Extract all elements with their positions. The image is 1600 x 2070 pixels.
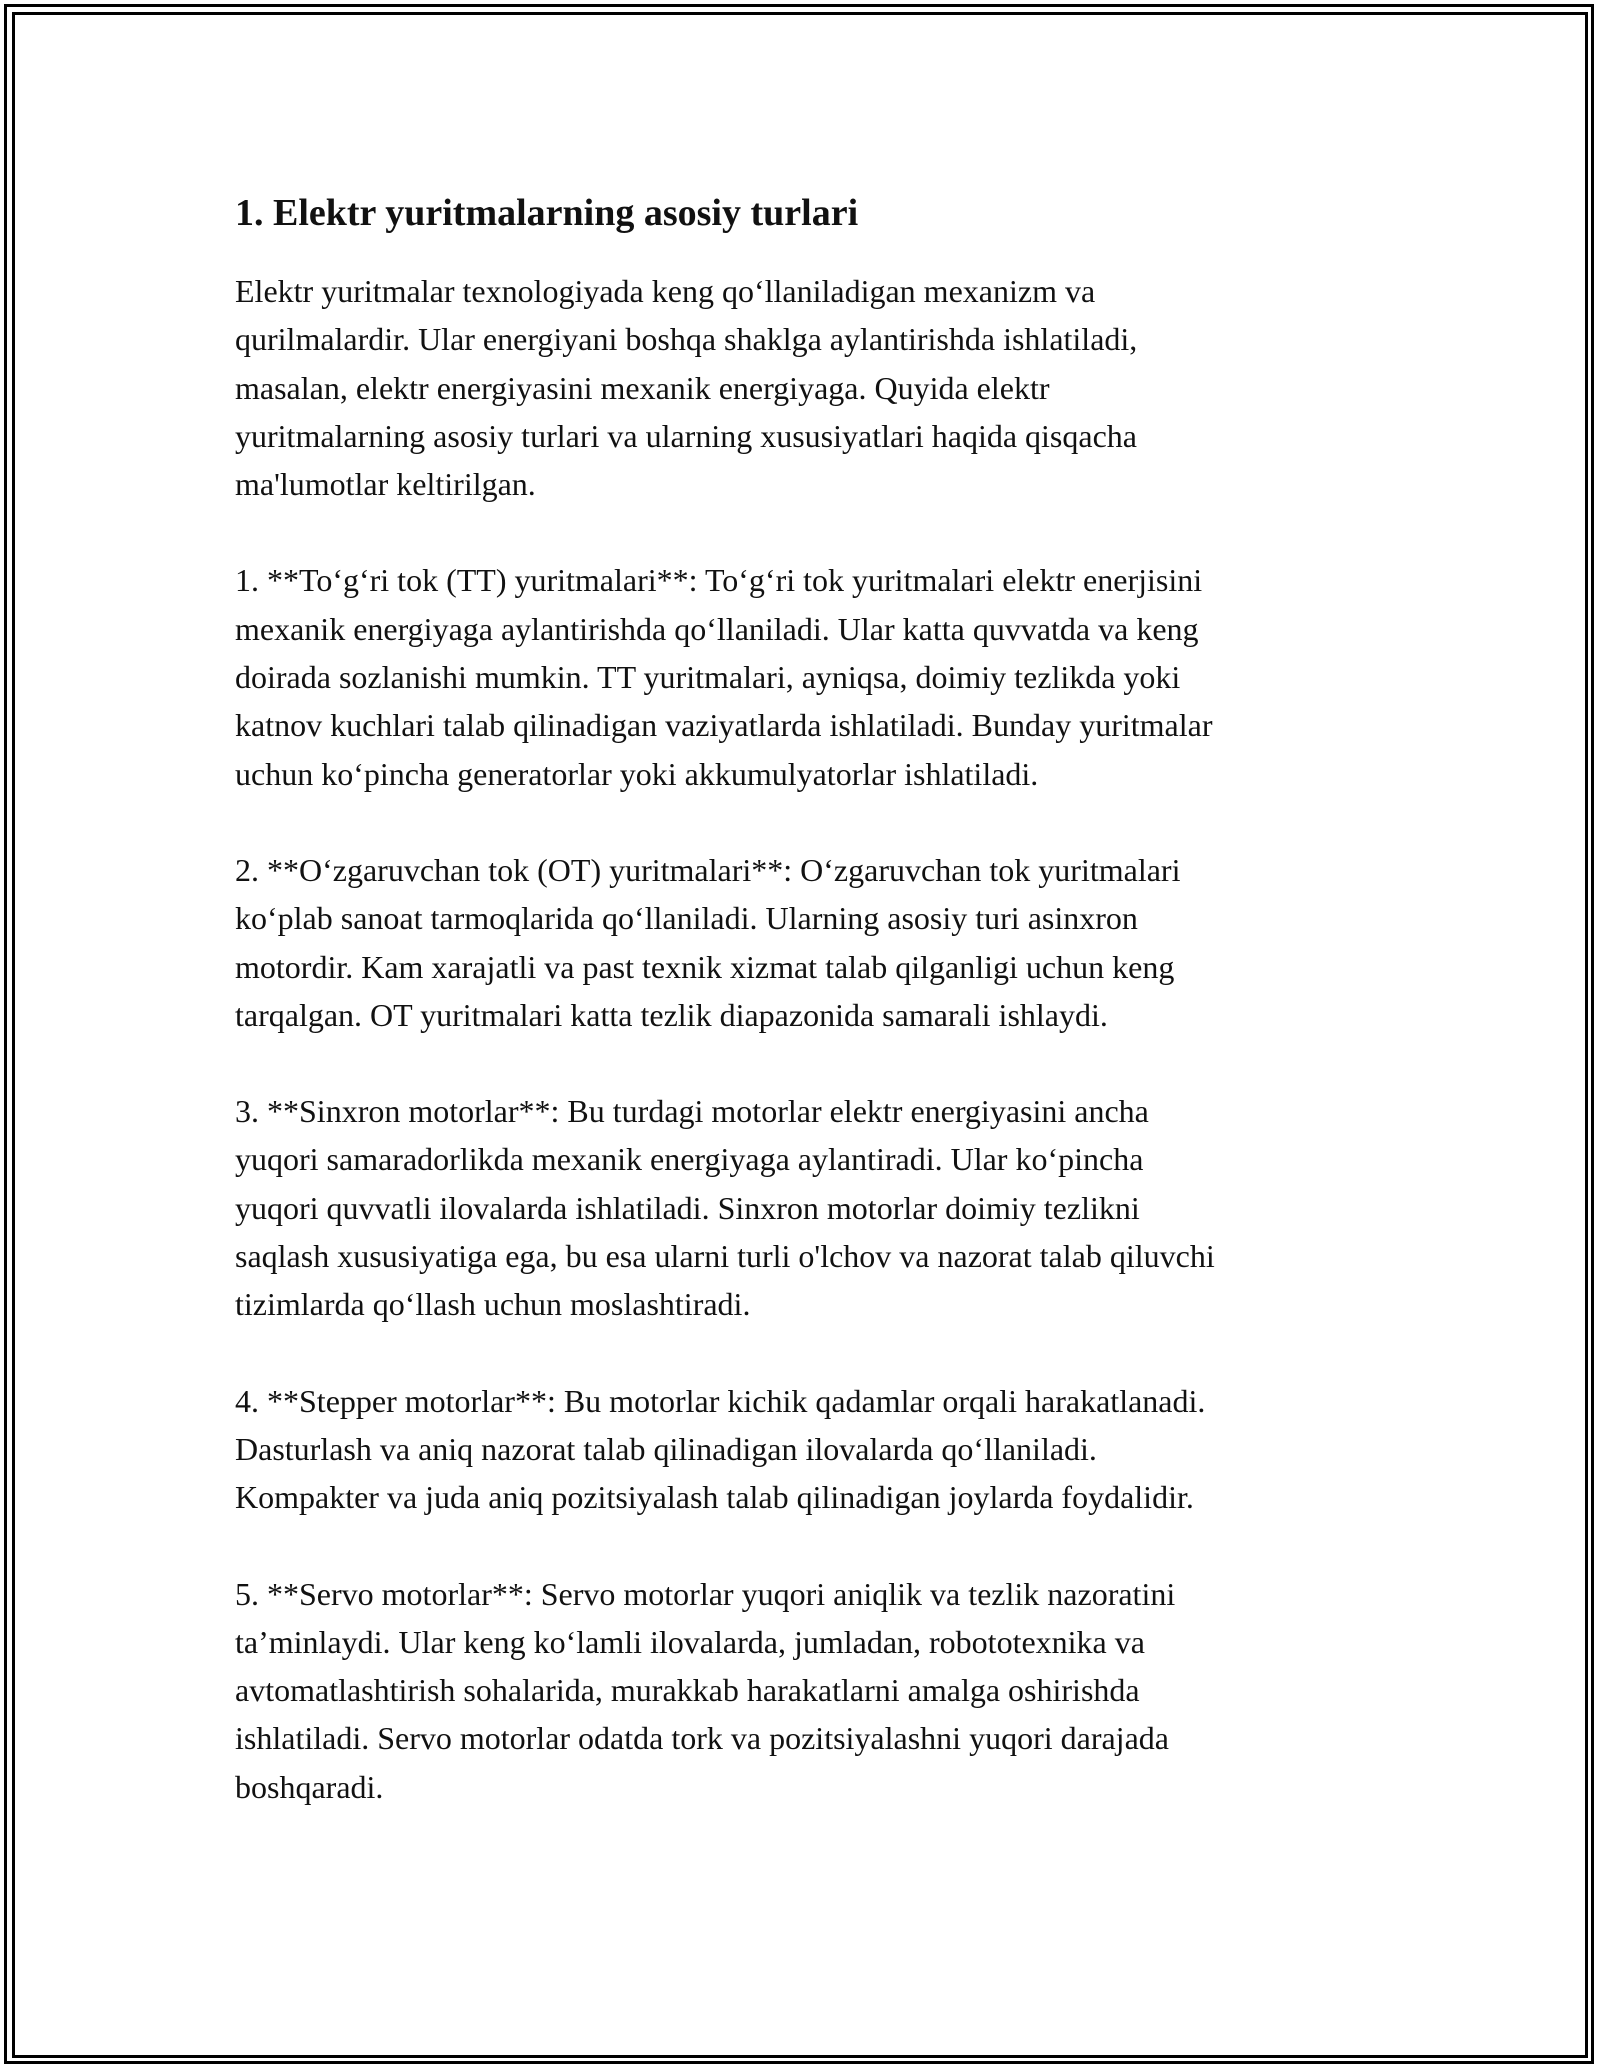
paragraph-alternating-current-drives: 2. **O‘zgaruvchan tok (OT) yuritmalari**: O‘zgaruvchan tok yuritmalari ko‘plab sanoat tarmoqlarida qo‘llaniladi. Ularning asosiy turi asinxron motordir. Kam xarajatli va past texnik xizmat talab qilganligi uchun keng tarqalgan. OT yuritmalari katta tezlik diapazonida samarali ishlaydi. <box>235 851 1181 1033</box>
intro-paragraph: Elektr yuritmalar texnologiyada keng qo‘llaniladigan mexanizm va qurilmalardir. Ular energiyani boshqa shaklga aylantirishda ishlatiladi, masalan, elektr energiyasini mexanik energiyaga. Quyida elektr yuritmalarning asosiy turlari va ularning xususiyatlari haqida qisqacha ma'lumotlar keltirilgan. <box>235 273 1138 503</box>
paragraph-stepper-motors: 4. **Stepper motorlar**: Bu motorlar kichik qadamlar orqali harakatlanadi. Dasturlash va aniq nazorat talab qilinadigan ilovalarda qo‘llaniladi. Kompakter va juda aniq pozitsiyalash talab qilinadigan joylarda foydalidir. <box>235 1382 1206 1516</box>
section-heading: 1. Elektr yuritmalarning asosiy turlari <box>235 192 859 234</box>
paragraph-servo-motors: 5. **Servo motorlar**: Servo motorlar yuqori aniqlik va tezlik nazoratini ta’minlaydi. Ular keng ko‘lamli ilovalarda, jumladan, robototexnika va avtomatlashtirish sohalarida, murakkab harakatlarni amalga oshirishda ishlatiladi. Servo motorlar odatda tork va pozitsiyalashni yuqori darajada boshqaradi. <box>235 1575 1176 1805</box>
document-body <box>235 185 1370 1859</box>
paragraph-direct-current-drives: 1. **To‘g‘ri tok (TT) yuritmalari**: To‘g‘ri tok yuritmalari elektr enerjisini mexanik energiyaga aylantirishda qo‘llaniladi. Ular katta quvvatda va keng doirada sozlanishi mumkin. TT yuritmalari, ayniqsa, doimiy tezlikda yoki katnov kuchlari talab qilinadigan vaziyatlarda ishlatiladi. Bunday yuritmalar uchun ko‘pincha generatorlar yoki akkumulyatorlar ishlatiladi. <box>235 562 1213 792</box>
paragraph-synchronous-motors: 3. **Sinxron motorlar**: Bu turdagi motorlar elektr energiyasini ancha yuqori samaradorlikda mexanik energiyaga aylantiradi. Ular ko‘pincha yuqori quvvatli ilovalarda ishlatiladi. Sinxron motorlar doimiy tezlikni saqlash xususiyatiga ega, bu esa ularni turli o'lchov va nazorat talab qiluvchi tizimlarda qo‘llash uchun moslashtiradi. <box>235 1093 1215 1323</box>
